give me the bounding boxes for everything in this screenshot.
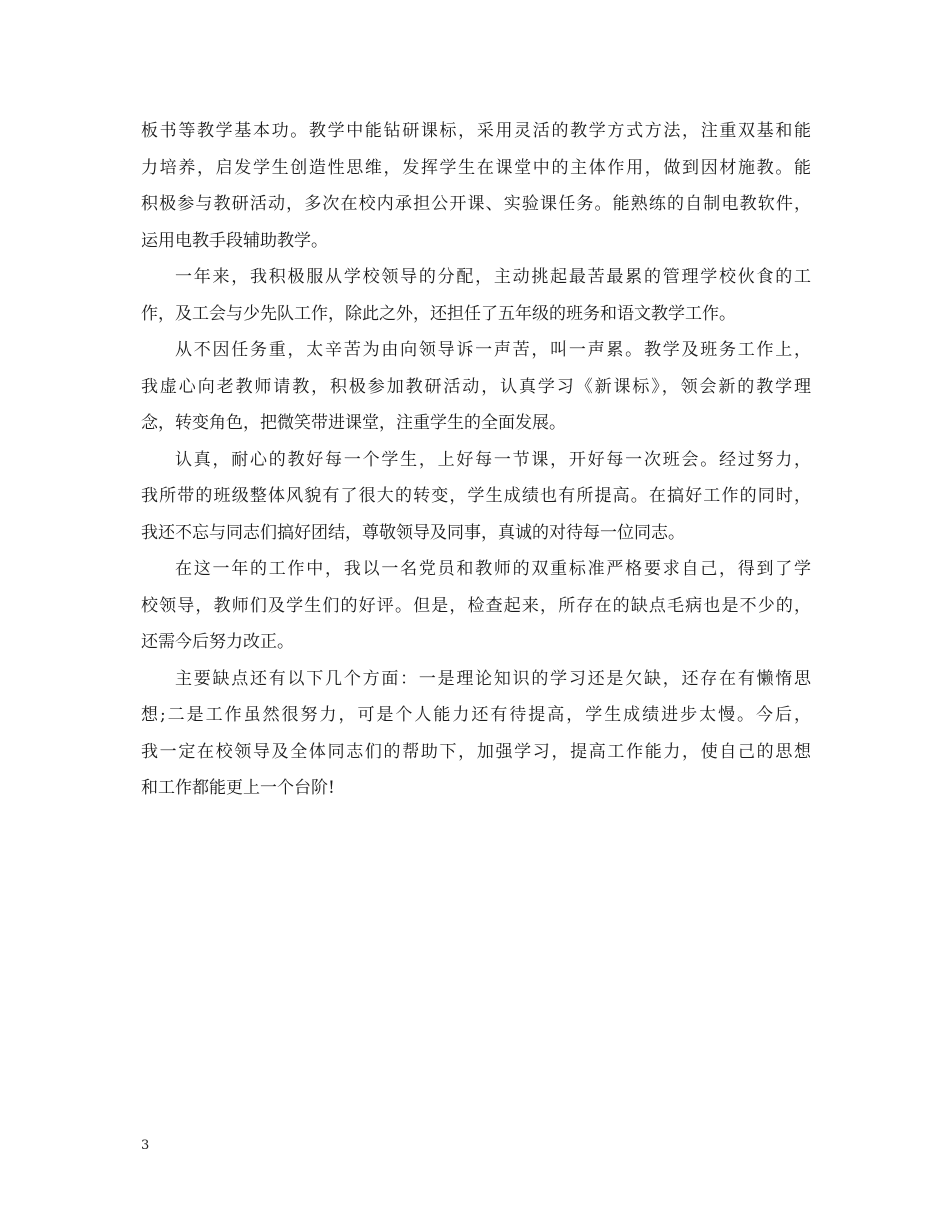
page-number: 3 xyxy=(141,1138,150,1153)
paragraph xyxy=(141,551,811,661)
text-line: 主要缺点还有以下几个方面：一是理论知识的学习还是欠缺，还存在有懒惰思 xyxy=(175,668,811,689)
document-body xyxy=(141,113,811,807)
text-line: 想;二是工作虽然很努力，可是个人能力还有待提高，学生成绩进步太慢。今后， xyxy=(141,705,811,725)
text-line: 我一定在校领导及全体同志们的帮助下，加强学习，提高工作能力，使自己的思想 xyxy=(141,741,811,762)
text-line: 一年来，我积极服从学校领导的分配，主动挑起最苦最累的管理学校伙食的工 xyxy=(175,267,811,287)
text-line: 我还不忘与同志们搞好团结，尊敬领导及同事，真诚的对待每一位同志。 xyxy=(141,522,685,543)
text-line: 从不因任务重，太辛苦为由向领导诉一声苦，叫一声累。教学及班务工作上， xyxy=(175,340,811,360)
text-line: 力培养，启发学生创造性思维，发挥学生在课堂中的主体作用，做到因材施教。能 xyxy=(141,157,811,178)
text-line: 积极参与教研活动，多次在校内承担公开课、实验课任务。能熟练的自制电教软件， xyxy=(141,194,811,214)
paragraph xyxy=(141,113,811,259)
text-line: 念，转变角色，把微笑带进课堂，注重学生的全面发展。 xyxy=(141,413,566,433)
text-line: 我所带的班级整体风貌有了很大的转变，学生成绩也有所提高。在搞好工作的同时， xyxy=(141,486,811,506)
paragraph xyxy=(141,259,811,332)
text-line: 认真，耐心的教好每一个学生，上好每一节课，开好每一次班会。经过努力， xyxy=(175,449,811,470)
text-line: 运用电教手段辅助教学。 xyxy=(141,230,328,251)
paragraph xyxy=(141,332,811,442)
text-line: 作，及工会与少先队工作，除此之外，还担任了五年级的班务和语文教学工作。 xyxy=(141,303,736,324)
paragraph xyxy=(141,661,811,807)
text-line: 我虚心向老教师请教，积极参加教研活动，认真学习《新课标》，领会新的教学理 xyxy=(141,376,811,397)
text-line: 还需今后努力改正。 xyxy=(141,632,294,652)
text-line: 在这一年的工作中，我以一名党员和教师的双重标准严格要求自己，得到了学 xyxy=(175,559,811,579)
text-line: 板书等教学基本功。教学中能钻研课标，采用灵活的教学方式方法，注重双基和能 xyxy=(141,121,811,141)
paragraph xyxy=(141,442,811,552)
text-line: 校领导，教师们及学生们的好评。但是，检查起来，所存在的缺点毛病也是不少的， xyxy=(141,595,811,616)
text-line: 和工作都能更上一个台阶! xyxy=(141,778,335,798)
